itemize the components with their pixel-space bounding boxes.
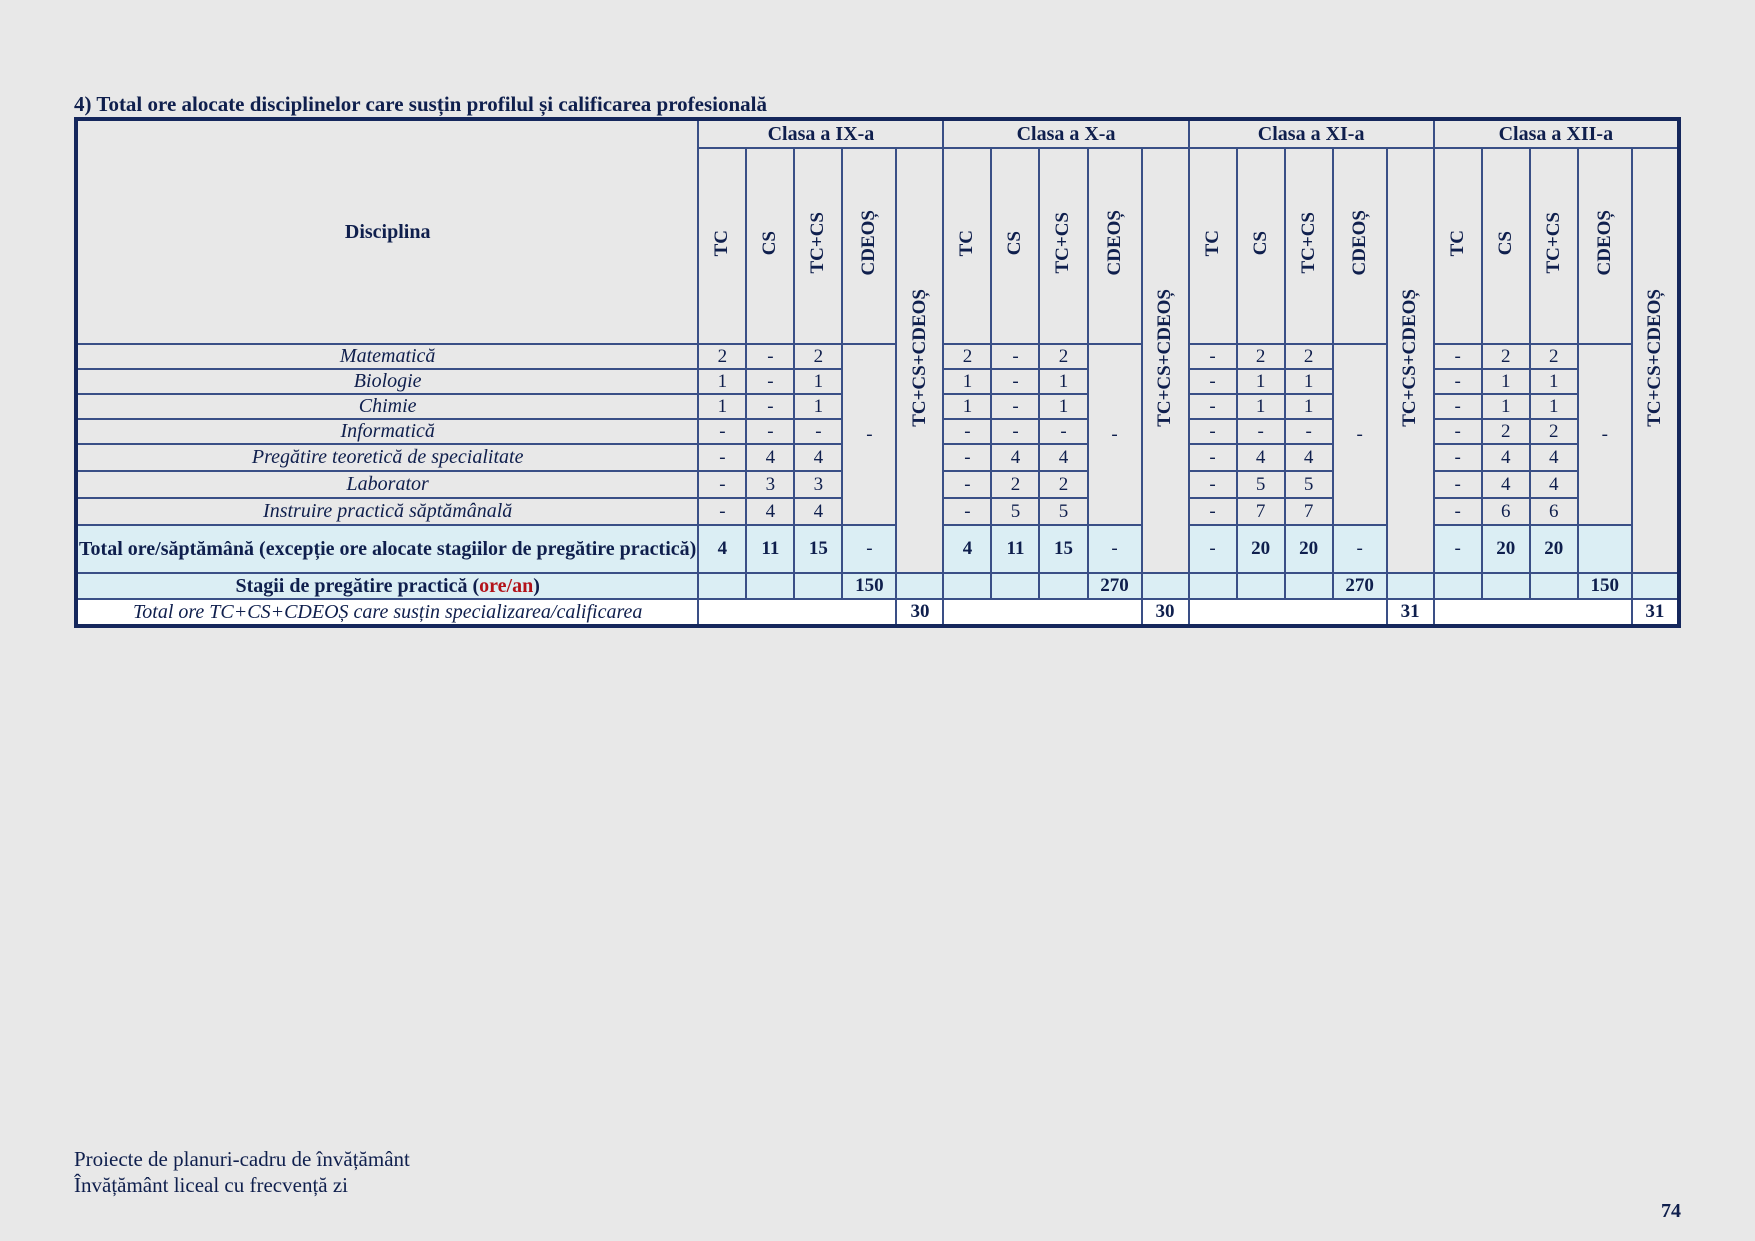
hours-cell: 2 (1530, 344, 1578, 369)
sum-cell: 31 (1632, 599, 1679, 626)
discipline-name: Instruire practică săptămânală (76, 498, 698, 525)
hours-cell: 4 (1237, 444, 1285, 471)
discipline-name: Laborator (76, 471, 698, 498)
hours-cell: - (1434, 419, 1482, 444)
hours-cell: 1 (794, 369, 842, 394)
hours-cell: 2 (1039, 471, 1087, 498)
subheader-tc+cs-1: TC+CS (794, 148, 842, 344)
total-row (76, 525, 1679, 573)
stage-row (76, 573, 1679, 599)
subheader-cs-4: CS (1482, 148, 1530, 344)
total-cell: 11 (746, 525, 794, 573)
hours-cell: 1 (1530, 394, 1578, 419)
hours-cell: - (1189, 369, 1237, 394)
subheader-cdeo-4: CDEOȘ (1578, 148, 1632, 344)
total-cell: 20 (1285, 525, 1333, 573)
empty-cell (943, 573, 991, 599)
hours-cell: - (1434, 498, 1482, 525)
discipline-name: Biologie (76, 369, 698, 394)
subheader-tc-1: TC (698, 148, 746, 344)
hours-cell: 1 (794, 394, 842, 419)
hours-cell: 1 (1237, 394, 1285, 419)
subheader-tc-3: TC (1189, 148, 1237, 344)
hours-cell: - (943, 444, 991, 471)
total-cell: 15 (1039, 525, 1087, 573)
discipline-name: Informatică (76, 419, 698, 444)
page-number: 74 (1661, 1200, 1681, 1222)
stage-hours-cell: 150 (842, 573, 896, 599)
hours-cell: 4 (1285, 444, 1333, 471)
hours-cell: 2 (1237, 344, 1285, 369)
hours-cell: 1 (1482, 394, 1530, 419)
subheader-cdeo-2: CDEOȘ (1088, 148, 1142, 344)
class-header-2: Clasa a X-a (943, 119, 1188, 148)
hours-cell: 1 (1285, 394, 1333, 419)
hours-cell: - (943, 498, 991, 525)
hours-cell: 1 (1285, 369, 1333, 394)
class-header-4: Clasa a XII-a (1434, 119, 1679, 148)
hours-cell: 6 (1530, 498, 1578, 525)
stage-label: Stagii de pregătire practică (ore/an) (76, 573, 698, 599)
total-cell: 4 (698, 525, 746, 573)
empty-cell (943, 599, 1141, 626)
subheader-total-4: TC+CS+CDEOȘ (1632, 148, 1679, 573)
hours-cell: - (698, 419, 746, 444)
hours-cell: 1 (1482, 369, 1530, 394)
empty-cell (1189, 599, 1387, 626)
hours-cell: - (698, 471, 746, 498)
hours-cell: 1 (943, 369, 991, 394)
hours-cell: 4 (746, 444, 794, 471)
stage-hours-cell: 270 (1333, 573, 1387, 599)
stage-unit: ore/an (479, 574, 534, 597)
hours-cell: 4 (991, 444, 1039, 471)
hours-cell: - (1285, 419, 1333, 444)
hours-cell: 5 (991, 498, 1039, 525)
subheader-total-1: TC+CS+CDEOȘ (896, 148, 943, 573)
total-cell: 11 (991, 525, 1039, 573)
total-cell: 20 (1530, 525, 1578, 573)
discipline-name: Chimie (76, 394, 698, 419)
hours-cell: - (746, 394, 794, 419)
subheader-cs-1: CS (746, 148, 794, 344)
empty-cell (698, 599, 896, 626)
hours-cell: 2 (991, 471, 1039, 498)
total-cell: - (1189, 525, 1237, 573)
hours-cell: - (698, 498, 746, 525)
hours-cell: 1 (698, 394, 746, 419)
empty-cell (1189, 573, 1237, 599)
subheader-tc+cs-3: TC+CS (1285, 148, 1333, 344)
footer-line-2: Învățământ liceal cu frecvență zi (74, 1173, 349, 1197)
hours-cell: 4 (794, 498, 842, 525)
total-cell: - (1088, 525, 1142, 573)
total-cell: - (1333, 525, 1387, 573)
hours-cell: 1 (698, 369, 746, 394)
hours-cell: 4 (1530, 471, 1578, 498)
hours-cell: - (1434, 444, 1482, 471)
subheader-cs-3: CS (1237, 148, 1285, 344)
subheader-cdeo-1: CDEOȘ (842, 148, 896, 344)
hours-cell: - (746, 419, 794, 444)
hours-cell: 4 (746, 498, 794, 525)
hours-cell: - (746, 344, 794, 369)
hours-cell: - (1189, 444, 1237, 471)
cdeos-merged-cell: - (1578, 344, 1632, 525)
hours-cell: 3 (746, 471, 794, 498)
hours-cell: - (794, 419, 842, 444)
subheader-tc+cs-2: TC+CS (1039, 148, 1087, 344)
cdeos-merged-cell: - (1333, 344, 1387, 525)
cdeos-merged-cell: - (1088, 344, 1142, 525)
hours-cell: 2 (1285, 344, 1333, 369)
empty-cell (1039, 573, 1087, 599)
hours-cell: - (1189, 394, 1237, 419)
hours-cell: 1 (1530, 369, 1578, 394)
hours-cell: - (943, 471, 991, 498)
total-cell (1578, 525, 1632, 573)
total-cell: 4 (943, 525, 991, 573)
subheader-total-2: TC+CS+CDEOȘ (1142, 148, 1189, 573)
subheader-cs-2: CS (991, 148, 1039, 344)
hours-cell: 4 (1482, 471, 1530, 498)
table-row (76, 344, 1679, 369)
empty-cell (1142, 573, 1189, 599)
hours-cell: - (1189, 498, 1237, 525)
hours-cell: - (1189, 344, 1237, 369)
subheader-total-3: TC+CS+CDEOȘ (1387, 148, 1434, 573)
hours-cell: 2 (1482, 344, 1530, 369)
hours-cell: 2 (943, 344, 991, 369)
sum-cell: 31 (1387, 599, 1434, 626)
hours-cell: - (1434, 369, 1482, 394)
discipline-header: Disciplina (76, 119, 698, 344)
hours-cell: 4 (794, 444, 842, 471)
hours-cell: - (1237, 419, 1285, 444)
hours-cell: - (991, 344, 1039, 369)
subheader-tc-2: TC (943, 148, 991, 344)
hours-cell: - (746, 369, 794, 394)
empty-cell (1387, 573, 1434, 599)
hours-cell: 5 (1285, 471, 1333, 498)
stage-hours-cell: 270 (1088, 573, 1142, 599)
total-cell: - (842, 525, 896, 573)
curriculum-hours-table (74, 117, 1681, 628)
empty-cell (1482, 573, 1530, 599)
hours-cell: - (1434, 394, 1482, 419)
hours-cell: 4 (1039, 444, 1087, 471)
sum-label: Total ore TC+CS+CDEOȘ care susțin specializarea/calificarea (76, 599, 698, 626)
hours-cell: 3 (794, 471, 842, 498)
empty-cell (698, 573, 746, 599)
hours-cell: 4 (1530, 444, 1578, 471)
empty-cell (1285, 573, 1333, 599)
total-cell: 15 (794, 525, 842, 573)
class-header-1: Clasa a IX-a (698, 119, 943, 148)
cdeos-merged-cell: - (842, 344, 896, 525)
hours-cell: - (991, 419, 1039, 444)
hours-cell: 6 (1482, 498, 1530, 525)
section-title: 4) Total ore alocate disciplinelor care susțin profilul și calificarea profesională (74, 92, 767, 116)
empty-cell (991, 573, 1039, 599)
hours-cell: - (1434, 344, 1482, 369)
subheader-tc-4: TC (1434, 148, 1482, 344)
hours-cell: 5 (1237, 471, 1285, 498)
total-cell: 20 (1482, 525, 1530, 573)
empty-cell (1632, 573, 1679, 599)
stage-hours-cell: 150 (1578, 573, 1632, 599)
class-header-3: Clasa a XI-a (1189, 119, 1434, 148)
hours-cell: - (1434, 471, 1482, 498)
footer (74, 1146, 410, 1198)
discipline-name: Pregătire teoretică de specialitate (76, 444, 698, 471)
hours-cell: 2 (698, 344, 746, 369)
hours-cell: 2 (1530, 419, 1578, 444)
empty-cell (1434, 573, 1482, 599)
hours-cell: - (1039, 419, 1087, 444)
hours-cell: - (991, 394, 1039, 419)
hours-cell: 7 (1237, 498, 1285, 525)
hours-cell: 2 (1039, 344, 1087, 369)
hours-cell: 4 (1482, 444, 1530, 471)
empty-cell (1434, 599, 1632, 626)
hours-cell: 1 (1237, 369, 1285, 394)
sum-cell: 30 (896, 599, 943, 626)
sum-row (76, 599, 1679, 626)
hours-cell: - (1189, 471, 1237, 498)
hours-cell: 5 (1039, 498, 1087, 525)
subheader-cdeo-3: CDEOȘ (1333, 148, 1387, 344)
hours-cell: 2 (794, 344, 842, 369)
hours-cell: 2 (1482, 419, 1530, 444)
hours-cell: 7 (1285, 498, 1333, 525)
empty-cell (1237, 573, 1285, 599)
empty-cell (794, 573, 842, 599)
total-cell: 20 (1237, 525, 1285, 573)
empty-cell (746, 573, 794, 599)
hours-cell: 1 (1039, 394, 1087, 419)
hours-cell: - (991, 369, 1039, 394)
discipline-name: Matematică (76, 344, 698, 369)
empty-cell (896, 573, 943, 599)
total-cell: - (1434, 525, 1482, 573)
hours-cell: 1 (1039, 369, 1087, 394)
sum-cell: 30 (1142, 599, 1189, 626)
hours-cell: - (1189, 419, 1237, 444)
subheader-tc+cs-4: TC+CS (1530, 148, 1578, 344)
hours-cell: 1 (943, 394, 991, 419)
empty-cell (1530, 573, 1578, 599)
hours-cell: - (943, 419, 991, 444)
total-label: Total ore/săptămână (excepție ore alocate stagiilor de pregătire practică) (76, 525, 698, 573)
hours-cell: - (698, 444, 746, 471)
footer-line-1: Proiecte de planuri-cadru de învățământ (74, 1147, 410, 1171)
